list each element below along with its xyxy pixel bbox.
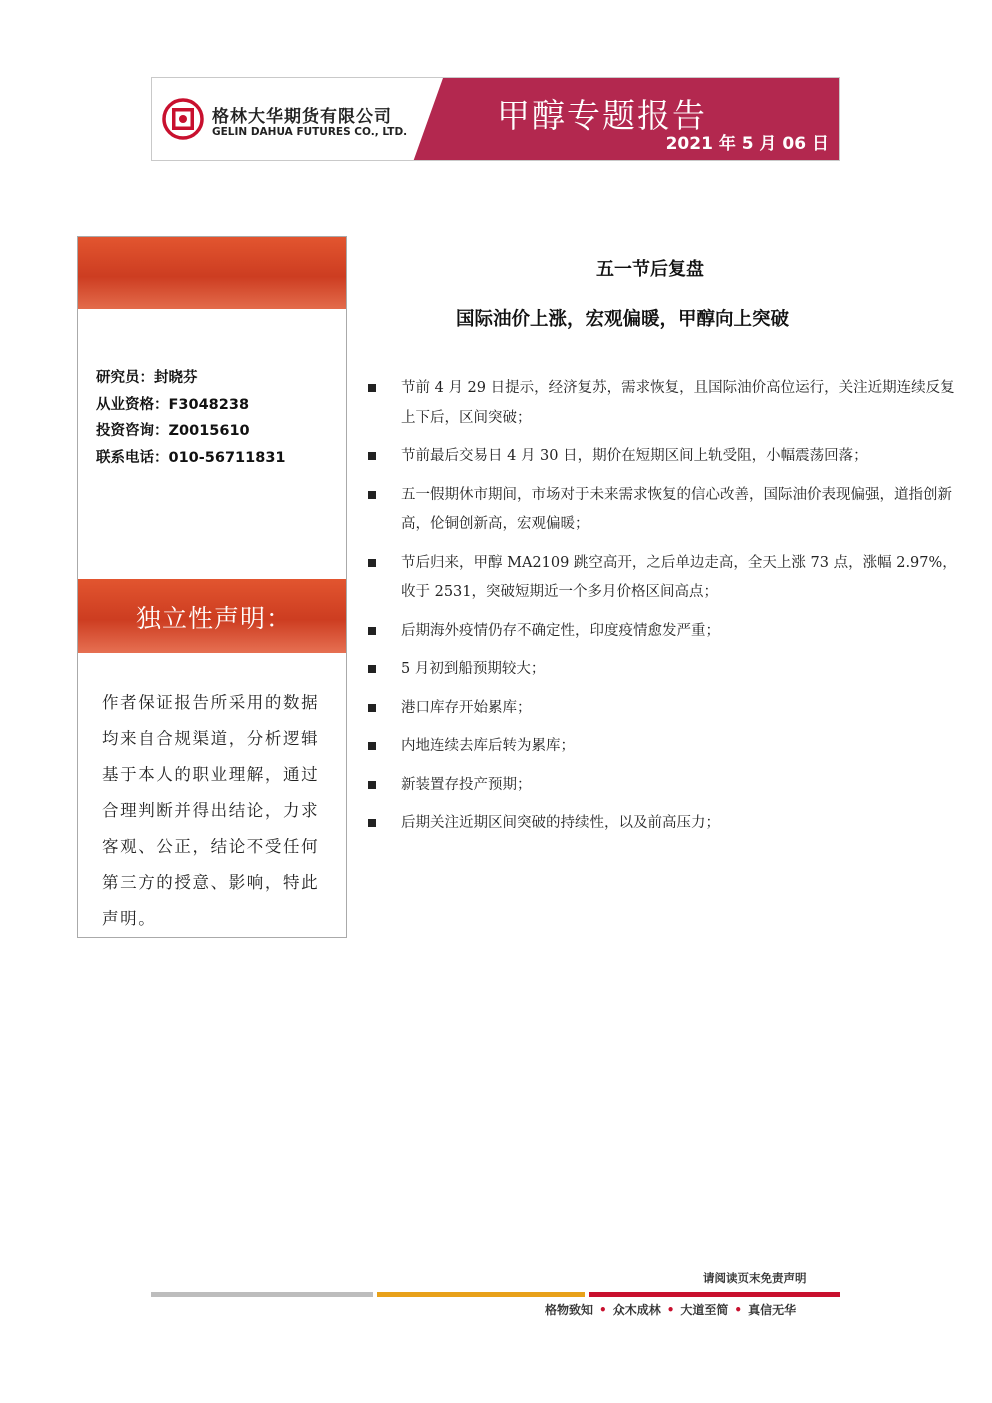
statement-title: 独立性声明： <box>136 604 293 633</box>
dot-separator-icon: • <box>734 1303 743 1317</box>
square-bullet-icon <box>368 742 376 750</box>
main-subtitle: 国际油价上涨，宏观偏暖，甲醇向上突破 <box>456 309 790 330</box>
list-item <box>367 655 967 685</box>
phone-line: 联系电话：010-56711831 <box>96 449 286 466</box>
qualification-line: 从业资格：F3048238 <box>96 396 250 413</box>
bullet-text: 内地连续去库后转为累库； <box>401 738 575 754</box>
dot-separator-icon: • <box>666 1303 675 1317</box>
footer-line-gray <box>151 1292 373 1297</box>
motto-item: 众木成林 <box>612 1303 661 1317</box>
square-bullet-icon <box>368 452 376 460</box>
list-item <box>367 732 967 762</box>
square-bullet-icon <box>368 627 376 635</box>
report-title: 甲醇专题报告 <box>497 96 707 135</box>
square-bullet-icon <box>368 559 376 567</box>
footer-line-orange <box>377 1292 585 1297</box>
report-date: 2021 年 5 月 06 日 <box>665 134 829 154</box>
dot-separator-icon: • <box>599 1303 607 1317</box>
list-item <box>367 549 967 608</box>
square-bullet-icon <box>368 781 376 789</box>
bullet-text: 五一假期休市期间，市场对于未来需求恢复的信心改善，国际油价表现偏强，道指创新高，伦铜创新高，宏观偏暖； <box>401 486 952 532</box>
footer-motto <box>545 1301 796 1318</box>
statement-body: 作者保证报告所采用的数据均来自合规渠道，分析逻辑基于本人的职业理解，通过合理判断并得出结论，力求客观、公正，结论不受任何第三方的授意、影响，特此声明。 <box>102 693 320 928</box>
footer-line-red <box>589 1292 840 1297</box>
bullet-text: 5 月初到船预期较大； <box>401 661 546 677</box>
list-item <box>367 771 967 801</box>
motto-item: 真信无华 <box>748 1303 797 1317</box>
gelin-dahua-logo-icon <box>162 98 204 140</box>
researcher-line: 研究员：封晓芬 <box>96 370 198 386</box>
bullet-text: 节后归来，甲醇 MA2109 跳空高开，之后单边走高，全天上涨 73 点，涨幅 2.97%，收于 2531，突破短期近一个多月价格区间高点； <box>401 554 957 600</box>
list-item <box>367 374 967 433</box>
list-item <box>367 442 967 472</box>
sidebar-top-band <box>78 237 346 309</box>
square-bullet-icon <box>368 491 376 499</box>
analyst-info <box>96 365 286 471</box>
list-item <box>367 617 967 647</box>
bullet-text: 后期关注近期区间突破的持续性，以及前高压力； <box>401 815 720 831</box>
main-title: 五一节后复盘 <box>596 259 704 280</box>
square-bullet-icon <box>368 819 376 827</box>
consulting-line: 投资咨询：Z0015610 <box>96 423 250 439</box>
bullet-text: 节前 4 月 29 日提示，经济复苏，需求恢复，且国际油价高位运行，关注近期连续反复上下后，区间突破； <box>401 380 955 426</box>
motto-item: 大道至简 <box>680 1303 729 1317</box>
motto-item: 格物致知 <box>545 1303 594 1317</box>
company-name-en: GELIN DAHUA FUTURES CO., LTD. <box>212 126 408 138</box>
disclaimer-note: 请阅读页末免责声明 <box>703 1271 807 1285</box>
square-bullet-icon <box>368 384 376 392</box>
bullet-text: 新装置存投产预期； <box>401 776 532 793</box>
square-bullet-icon <box>368 665 376 673</box>
square-bullet-icon <box>368 704 376 712</box>
sidebar-panel <box>77 236 347 938</box>
list-item <box>367 481 967 540</box>
company-name-cn: 格林大华期货有限公司 <box>212 107 392 127</box>
bullet-text: 节前最后交易日 4 月 30 日，期价在短期区间上轨受阻，小幅震荡回落； <box>401 448 868 464</box>
list-item <box>367 809 967 839</box>
bullet-text: 后期海外疫情仍存不确定性，印度疫情愈发严重； <box>401 622 720 639</box>
list-item <box>367 694 967 724</box>
report-header <box>151 77 840 161</box>
bullet-list <box>367 374 967 848</box>
bullet-text: 港口库存开始累库； <box>401 699 532 716</box>
